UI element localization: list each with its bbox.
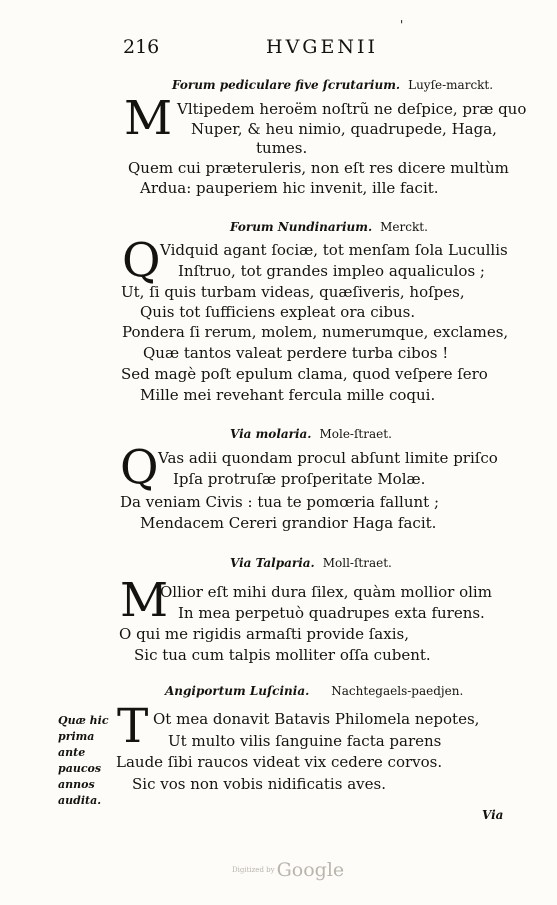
verse-line: Ot mea donavit Batavis Philomela nepotes, <box>153 710 480 728</box>
heading-dutch: Merckt. <box>380 220 428 234</box>
margin-note-line: annos <box>58 778 95 791</box>
verse-line: Da veniam Civis : tua te pomœria fallunt ; <box>120 493 440 511</box>
section-heading <box>230 556 392 570</box>
verse-line: Ut multo vilis ſanguine facta parens <box>168 732 442 750</box>
verse-line: Mendacem Cereri grandior Haga facit. <box>140 514 437 532</box>
verse-line: Inſtruo, tot grandes impleo aqualiculos ; <box>178 262 485 280</box>
verse-line: Pondera ſi rerum, molem, numerumque, exclames, <box>122 323 509 341</box>
verse-line: Ipſa protruſæ proſperitate Molæ. <box>173 470 426 488</box>
verse-line: O qui me rigidis armaſti provide ſaxis, <box>119 625 409 643</box>
drop-cap: M <box>124 91 173 146</box>
verse-line: Laude ſibi raucos videat vix cedere corvos. <box>116 753 443 771</box>
heading-dutch: Nachtegaels-paedjen. <box>331 684 464 698</box>
verse-line: Ardua: pauperiem hic invenit, ille facit. <box>140 179 439 197</box>
margin-note-line: ante <box>58 746 86 759</box>
verse-line: Vas adii quondam procul abſunt limite priſco <box>158 449 498 467</box>
verse-line: tumes. <box>256 139 308 157</box>
heading-latin: Via Talparia. <box>230 556 315 570</box>
heading-latin: Forum Nundinarium. <box>230 220 373 234</box>
heading-latin: Forum pediculare five ſcrutarium. <box>172 78 401 92</box>
margin-note-line: paucos <box>58 762 102 775</box>
heading-latin: Angiportum Luſcinia. <box>165 684 310 698</box>
verse-line: Nuper, & heu nimio, quadrupede, Haga, <box>191 120 497 138</box>
drop-cap: M <box>120 573 169 628</box>
verse-line: Ollior eſt mihi dura ſilex, quàm mollior olim <box>160 583 492 601</box>
verse-line: Ut, ſi quis turbam videas, quæſiveris, hoſpes, <box>121 283 465 301</box>
catchword: Via <box>482 808 504 822</box>
section-heading <box>230 427 392 441</box>
corner-mark: ' <box>400 18 404 32</box>
verse-line: Sic tua cum talpis molliter oſſa cubent. <box>134 646 431 664</box>
verse-line: Mille mei revehant fercula mille coqui. <box>140 386 436 404</box>
verse-line: Quem cui præteruleris, non eſt res dicere multùm <box>128 159 509 177</box>
watermark-text: Digitized by <box>232 866 275 874</box>
google-logo: Google <box>276 859 345 881</box>
verse-line: Quis tot ſufficiens expleat ora cibus. <box>140 303 416 321</box>
section-heading <box>230 220 428 234</box>
running-head: HVGENII <box>266 36 378 58</box>
margin-note-line: prima <box>58 730 95 743</box>
heading-latin: Via molaria. <box>230 427 312 441</box>
verse-line: Sic vos non vobis nidificatis aves. <box>132 775 386 793</box>
margin-note-line: Quæ hic <box>58 714 109 727</box>
verse-line: In mea perpetuò quadrupes exta furens. <box>178 604 485 622</box>
drop-cap: T <box>117 699 149 754</box>
digitization-watermark <box>232 859 344 881</box>
verse-line: Sed magè poſt epulum clama, quod veſpere ſero <box>121 365 488 383</box>
section-heading <box>172 78 493 92</box>
verse-line: Vidquid agant ſociæ, tot menſam ſola Lucullis <box>160 241 508 259</box>
heading-dutch: Mole-ſtraet. <box>319 427 392 441</box>
verse-line: Quæ tantos valeat perdere turba cibos ! <box>143 344 449 362</box>
verse-line: Vltipedem heroëm noſtrũ ne deſpice, præ quo <box>177 100 527 118</box>
margin-note-line: audita. <box>58 794 102 807</box>
section-heading <box>165 684 463 698</box>
drop-cap: Q <box>122 233 161 288</box>
heading-dutch: Luyſe-marckt. <box>408 78 494 92</box>
page-number: 216 <box>123 36 160 58</box>
heading-dutch: Moll-ſtraet. <box>322 556 392 570</box>
drop-cap: Q <box>120 440 159 495</box>
